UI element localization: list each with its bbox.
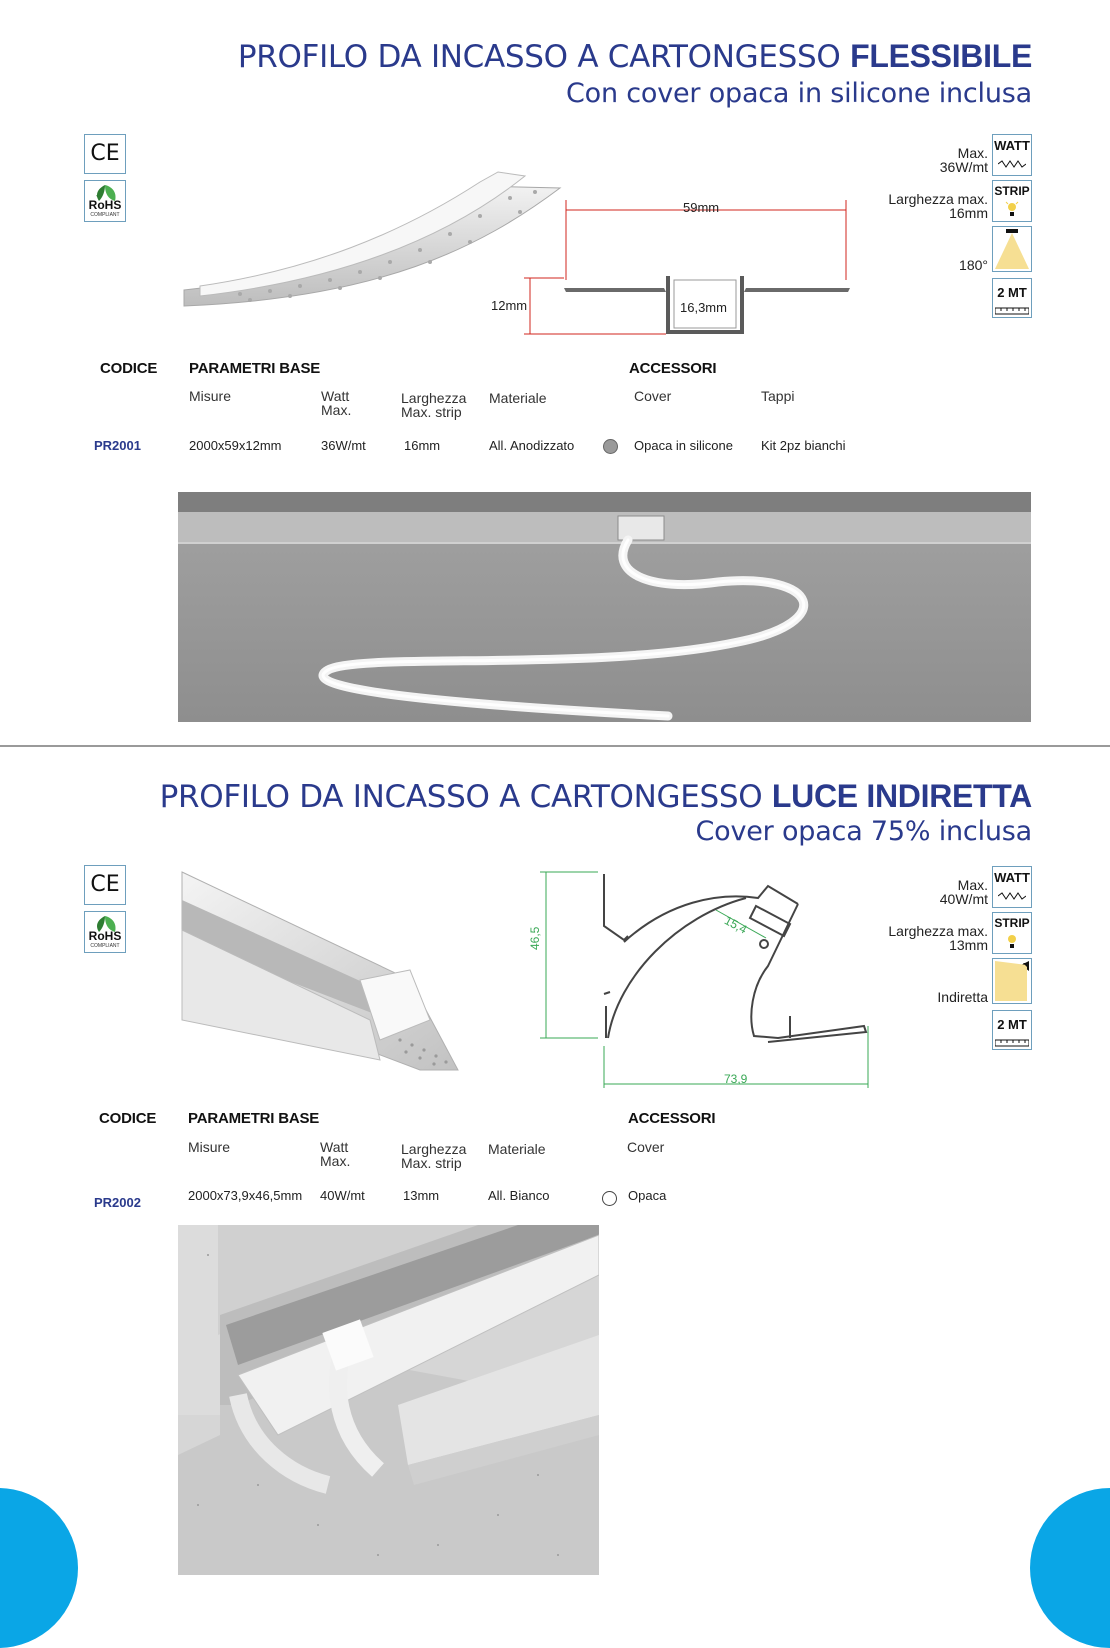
section1-subtitle: Con cover opaca in silicone inclusa bbox=[565, 78, 1032, 109]
table1-col-misure: Misure bbox=[189, 388, 232, 404]
indirect-light-label: Indiretta bbox=[937, 989, 988, 1005]
table2-row-materiale: All. Bianco bbox=[488, 1188, 550, 1203]
table1-col-larghezza: Larghezza Max. strip bbox=[401, 390, 467, 420]
table2-accessori-header: ACCESSORI bbox=[628, 1110, 716, 1127]
zigzag-icon bbox=[998, 159, 1026, 169]
watt-spec-label-2: Max. 40W/mt bbox=[939, 877, 988, 907]
section2-title: PROFILO DA INCASSO A CARTONGESSO LUCE INDIRETTA bbox=[159, 778, 1032, 815]
strip-spec-label: Larghezza max. 16mm bbox=[888, 191, 988, 221]
section2-subtitle: Cover opaca 75% inclusa bbox=[695, 816, 1032, 847]
beam-angle-label: 180° bbox=[959, 257, 988, 273]
ruler-icon bbox=[995, 307, 1029, 315]
table2-row-misure: 2000x73,9x46,5mm bbox=[188, 1188, 303, 1203]
indirect-profile-render bbox=[180, 870, 465, 1080]
rohs-subtext: COMPLIANT bbox=[90, 212, 120, 218]
table1-accessori-header: ACCESSORI bbox=[629, 360, 717, 377]
dimension2-inner: 15,4 bbox=[722, 913, 750, 937]
watt-spec-label: Max. 36W/mt bbox=[939, 145, 988, 175]
table2-row-watt: 40W/mt bbox=[320, 1188, 365, 1203]
length-icon-2 bbox=[992, 1010, 1032, 1050]
bulb-icon bbox=[1005, 199, 1019, 219]
ce-badge: CE bbox=[84, 134, 126, 174]
section2-wall-photo bbox=[178, 1225, 599, 1575]
dimension-width: 59mm bbox=[683, 200, 720, 215]
section1-technical-drawing bbox=[488, 190, 858, 340]
watt-icon-text-2: WATT bbox=[994, 870, 1030, 885]
strip-icon-text: STRIP bbox=[994, 184, 1030, 198]
table1-row-watt: 36W/mt bbox=[321, 438, 366, 453]
dimension-height: 12mm bbox=[491, 298, 528, 313]
table1-row-tappi: Kit 2pz bianchi bbox=[761, 438, 846, 453]
rohs-text-2: RoHS bbox=[88, 929, 122, 943]
table1-col-tappi: Tappi bbox=[761, 388, 795, 404]
table1-col-materiale: Materiale bbox=[489, 390, 547, 406]
watt-icon-2 bbox=[992, 866, 1032, 908]
ce-badge-2: CE bbox=[84, 865, 126, 905]
table2-col-misure: Misure bbox=[188, 1139, 231, 1155]
zigzag-icon-2 bbox=[998, 891, 1026, 901]
table1-color-swatch bbox=[603, 439, 618, 454]
length-icon-text: 2 MT bbox=[997, 285, 1027, 300]
strip-icon-2 bbox=[992, 912, 1032, 954]
rohs-badge bbox=[84, 180, 126, 222]
table1-row-cover: Opaca in silicone bbox=[634, 438, 733, 453]
table1-parametri-header: PARAMETRI BASE bbox=[189, 360, 321, 377]
table1-row-code: PR2001 bbox=[94, 438, 141, 453]
table2-col-watt: Watt Max. bbox=[320, 1139, 351, 1169]
table1-row-materiale: All. Anodizzato bbox=[489, 438, 575, 453]
indirect-light-icon bbox=[992, 958, 1032, 1004]
rohs-text: RoHS bbox=[88, 198, 122, 212]
table2-col-materiale: Materiale bbox=[488, 1141, 546, 1157]
table1-codice-header: CODICE bbox=[100, 360, 158, 377]
strip-spec-label-2: Larghezza max. 13mm bbox=[888, 923, 988, 953]
dimension2-width: 73,9 bbox=[724, 1072, 748, 1086]
section2-technical-drawing bbox=[528, 866, 873, 1088]
table2-row-cover: Opaca bbox=[628, 1188, 667, 1203]
dimension-inner: 16,3mm bbox=[680, 300, 727, 315]
table2-row-code: PR2002 bbox=[94, 1195, 141, 1210]
table2-codice-header: CODICE bbox=[99, 1110, 157, 1127]
side-light-cone-icon bbox=[993, 959, 1031, 1003]
section-divider bbox=[0, 745, 1110, 747]
table2-parametri-header: PARAMETRI BASE bbox=[188, 1110, 320, 1127]
table1-row-larghezza: 16mm bbox=[404, 438, 441, 453]
table1-col-watt: Watt Max. bbox=[321, 388, 352, 418]
strip-icon bbox=[992, 180, 1032, 222]
table1-col-cover: Cover bbox=[634, 388, 672, 404]
table2-col-larghezza: Larghezza Max. strip bbox=[401, 1141, 467, 1171]
watt-icon-text: WATT bbox=[994, 138, 1030, 153]
length-icon-text-2: 2 MT bbox=[997, 1017, 1027, 1032]
section1-ceiling-photo bbox=[178, 492, 1031, 722]
corner-decoration-left bbox=[0, 1488, 78, 1648]
watt-icon bbox=[992, 134, 1032, 176]
beam-angle-icon bbox=[992, 226, 1032, 272]
light-cone-icon bbox=[993, 227, 1031, 271]
table1-row-misure: 2000x59x12mm bbox=[189, 438, 282, 453]
table2-col-cover: Cover bbox=[627, 1139, 665, 1155]
length-icon bbox=[992, 278, 1032, 318]
table2-row-larghezza: 13mm bbox=[403, 1188, 440, 1203]
bulb-icon-2 bbox=[1005, 931, 1019, 951]
rohs-badge-2 bbox=[84, 911, 126, 953]
dimension2-height: 46,5 bbox=[528, 926, 542, 950]
ruler-icon-2 bbox=[995, 1039, 1029, 1047]
rohs-subtext-2: COMPLIANT bbox=[90, 943, 120, 949]
table2-color-swatch bbox=[602, 1191, 617, 1206]
section1-title: PROFILO DA INCASSO A CARTONGESSO FLESSIBILE bbox=[237, 38, 1032, 75]
strip-icon-text-2: STRIP bbox=[994, 916, 1030, 930]
corner-decoration-right bbox=[1030, 1488, 1110, 1648]
